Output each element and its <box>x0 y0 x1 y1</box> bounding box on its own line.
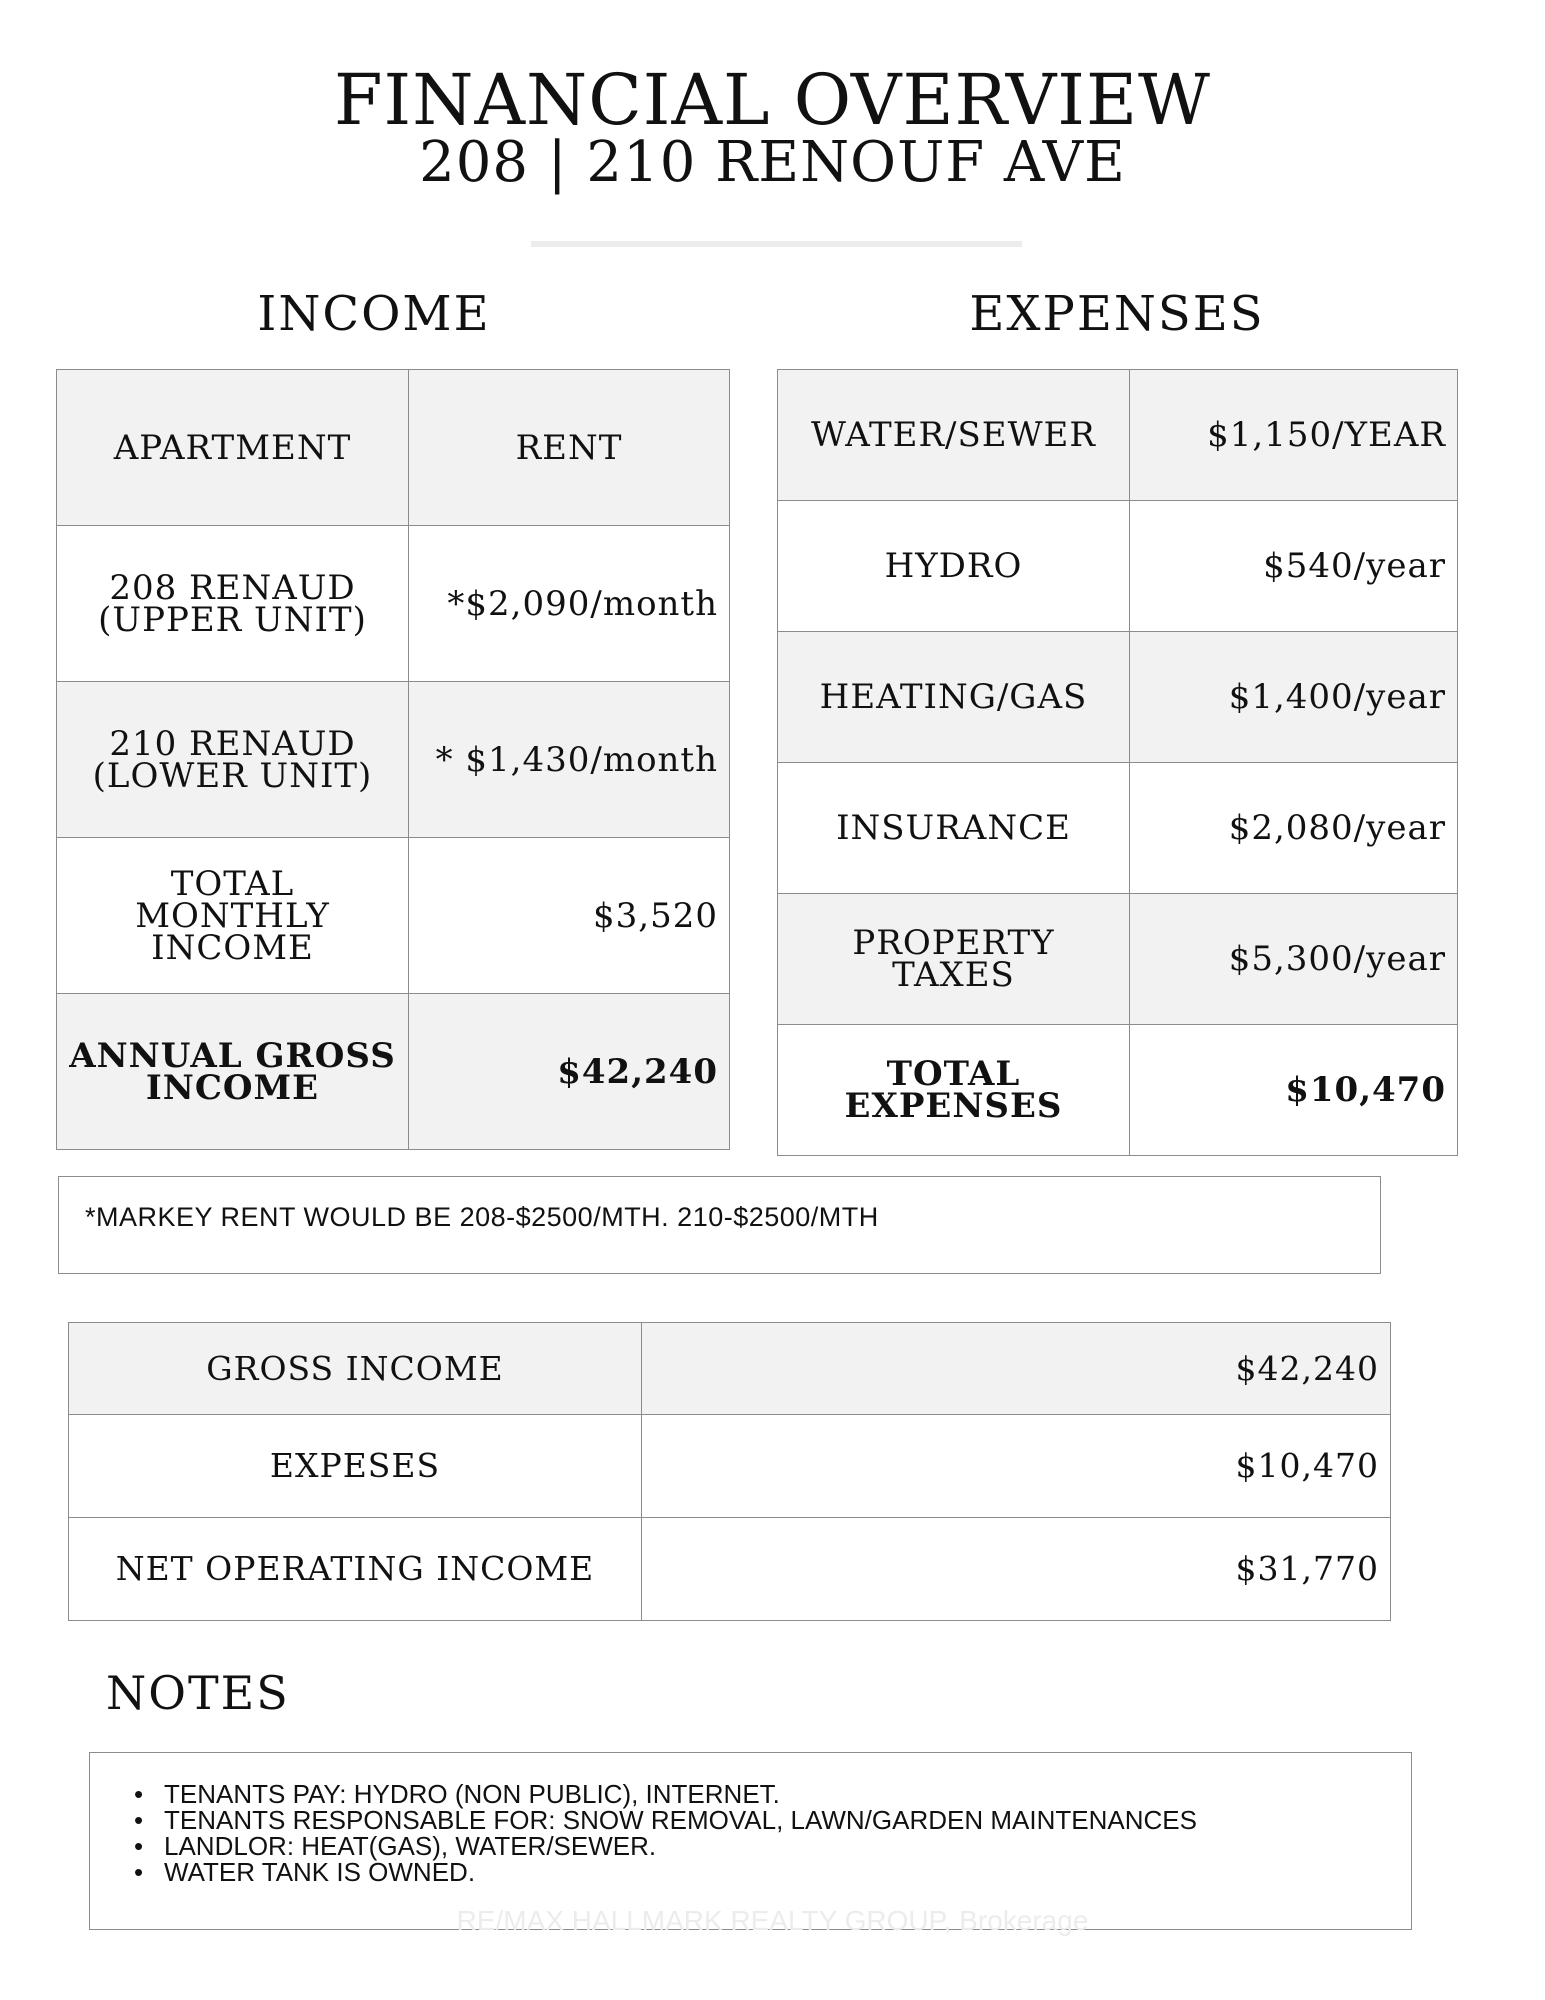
income-row-annual-gross <box>57 994 730 1150</box>
income-table <box>56 369 730 1150</box>
expense-row-label: TOTAL EXPENSES <box>778 1025 1130 1156</box>
note-item <box>134 1831 1411 1861</box>
title-divider <box>531 241 1022 247</box>
income-row-210 <box>57 682 730 838</box>
expense-row-value: $5,300/year <box>1130 894 1458 1025</box>
income-row-label: 208 RENAUD (UPPER UNIT) <box>57 526 409 682</box>
expense-row-value: $540/year <box>1130 501 1458 632</box>
summary-row-expenses <box>69 1415 1391 1518</box>
income-row-value: $42,240 <box>409 994 730 1150</box>
income-row-label: ANNUAL GROSS INCOME <box>57 994 409 1150</box>
expense-row-label: PROPERTY TAXES <box>778 894 1130 1025</box>
expense-row-water-sewer <box>778 370 1458 501</box>
summary-row-value: $42,240 <box>642 1323 1391 1415</box>
summary-row-label: GROSS INCOME <box>69 1323 642 1415</box>
bullet-icon: • <box>134 1857 144 1887</box>
apartment-column-header: APARTMENT <box>57 370 409 526</box>
summary-row-label: EXPESES <box>69 1415 642 1518</box>
income-row-value: * $1,430/month <box>409 682 730 838</box>
bullet-icon: • <box>134 1805 144 1835</box>
summary-table <box>68 1322 1391 1621</box>
note-text: TENANTS RESPONSABLE FOR: SNOW REMOVAL, LAWN/GARDEN MAINTENANCES <box>164 1805 1197 1835</box>
note-item <box>134 1779 1411 1809</box>
income-row-208 <box>57 526 730 682</box>
expense-row-label: HEATING/GAS <box>778 632 1130 763</box>
market-rent-note <box>58 1176 1381 1274</box>
property-address: 208 | 210 RENOUF AVE <box>419 130 1126 195</box>
summary-row-noi <box>69 1518 1391 1621</box>
income-row-label: TOTAL MONTHLY INCOME <box>57 838 409 994</box>
rent-column-header: RENT <box>409 370 730 526</box>
note-text: LANDLOR: HEAT(GAS), WATER/SEWER. <box>164 1831 657 1861</box>
note-item <box>134 1805 1411 1835</box>
expense-row-insurance <box>778 763 1458 894</box>
summary-row-gross-income <box>69 1323 1391 1415</box>
expense-row-property-taxes <box>778 894 1458 1025</box>
expense-row-value: $1,150/YEAR <box>1130 370 1458 501</box>
expense-row-value: $2,080/year <box>1130 763 1458 894</box>
expense-row-label: WATER/SEWER <box>778 370 1130 501</box>
expense-row-value: $1,400/year <box>1130 632 1458 763</box>
expenses-heading: EXPENSES <box>969 286 1265 342</box>
page-title: FINANCIAL OVERVIEW <box>333 59 1212 141</box>
brokerage-watermark: RE/MAX HALLMARK REALTY GROUP, Brokerage <box>456 1905 1089 1936</box>
expense-row-value: $10,470 <box>1130 1025 1458 1156</box>
expense-row-label: HYDRO <box>778 501 1130 632</box>
note-text: TENANTS PAY: HYDRO (NON PUBLIC), INTERNET. <box>164 1779 780 1809</box>
expense-row-label: INSURANCE <box>778 763 1130 894</box>
income-row-value: *$2,090/month <box>409 526 730 682</box>
market-rent-note-text: *MARKEY RENT WOULD BE 208-$2500/MTH. 210-$2500/MTH <box>85 1202 879 1232</box>
income-row-total-monthly <box>57 838 730 994</box>
expense-row-total <box>778 1025 1458 1156</box>
note-text: WATER TANK IS OWNED. <box>164 1857 476 1887</box>
bullet-icon: • <box>134 1831 144 1861</box>
expenses-table <box>777 369 1458 1156</box>
note-item <box>134 1857 1411 1887</box>
income-heading: INCOME <box>257 286 491 342</box>
summary-row-value: $31,770 <box>642 1518 1391 1621</box>
bullet-icon: • <box>134 1779 144 1809</box>
expense-row-hydro <box>778 501 1458 632</box>
summary-row-label: NET OPERATING INCOME <box>69 1518 642 1621</box>
expense-row-heating-gas <box>778 632 1458 763</box>
income-row-value: $3,520 <box>409 838 730 994</box>
summary-row-value: $10,470 <box>642 1415 1391 1518</box>
income-header-row <box>57 370 730 526</box>
notes-heading: NOTES <box>106 1666 290 1720</box>
income-row-label: 210 RENAUD (LOWER UNIT) <box>57 682 409 838</box>
